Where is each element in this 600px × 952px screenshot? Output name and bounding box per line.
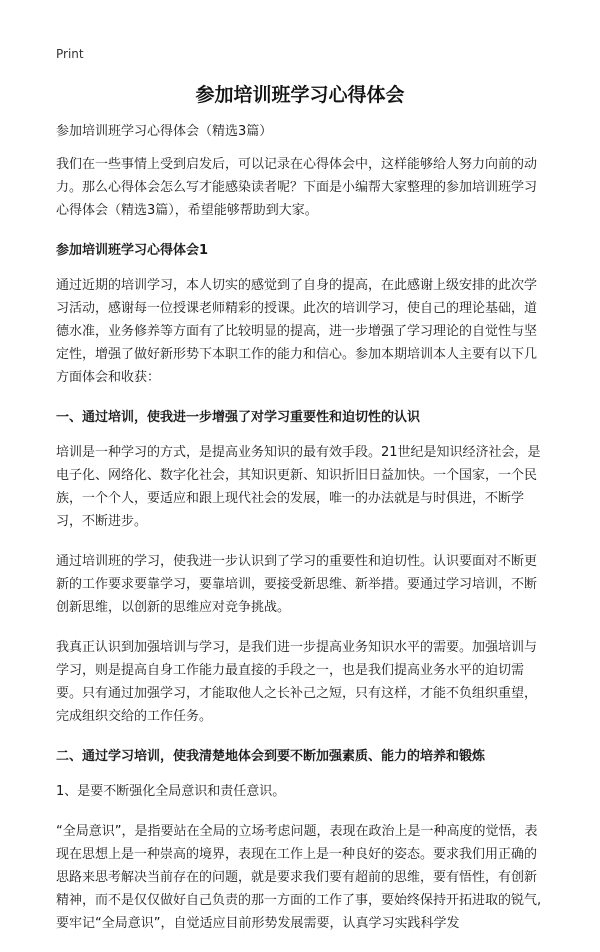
article-body <box>56 120 544 952</box>
point-paragraph: “全局意识”，是指要站在全局的立场考虑问题，表现在政治上是一种高度的觉悟，表现在思想上是一种崇高的境界，表现在工作上是一种良好的姿态。要求我们用正确的思路来思考解决当前存在的问题，就是要求我们要有超前的思维，要有悟性，有创新精神，而不是仅仅做好自己负责的那一方面的工作了事，要始终保持开拓进取的锐气,要牢记“全局意识”，自觉适应目前形势发展需要，认真学习实践科学发 <box>56 824 542 931</box>
point-paragraph: 通过培训班的学习，使我进一步认识到了学习的重要性和迫切性。认识要面对不断更新的工作要求要靠学习，要靠培训，要接受新思维、新举措。要通过学习培训，不断创新思维，以创新的思维应对竞争挑战。 <box>56 554 538 615</box>
section-heading: 参加培训班学习心得体会1 <box>56 243 209 258</box>
point-paragraph: 我真正认识到加强培训与学习，是我们进一步提高业务知识水平的需要。加强培训与学习，则是提高自身工作能力最直接的手段之一，也是我们提高业务水平的迫切需要。只有通过加强学习，才能取他人之长补己之短，只有这样，才能不负组织重望，完成组织交给的工作任务。 <box>56 640 538 724</box>
print-link[interactable]: Print <box>56 47 84 61</box>
section-paragraph: 通过近期的培训学习，本人切实的感觉到了自身的提高，在此感谢上级安排的此次学习活动，感谢每一位授课老师精彩的授课。此次的培训学习，使自己的理论基础，道德水准，业务修养等方面有了比较明显的提高，进一步增强了学习理论的自觉性与坚定性，增强了做好新形势下本职工作的能力和信心。参加本期培训本人主要有以下几方面体会和收获： <box>56 278 538 385</box>
list-item: 1、是要不断强化全局意识和责任意识。 <box>56 784 286 799</box>
point-paragraph: 培训是一种学习的方式，是提高业务知识的最有效手段。21世纪是知识经济社会，是电子化、网络化、数字化社会，其知识更新、知识折旧日益加快。一个国家，一个民族，一个个人，要适应和跟上现代社会的发展，唯一的办法就是与时俱进，不断学习，不断进步。 <box>56 445 541 529</box>
article-subtitle: 参加培训班学习心得体会（精选3篇） <box>56 124 273 139</box>
point-heading: 二、通过学习培训，使我清楚地体会到要不断加强素质、能力的培养和锻炼 <box>56 749 486 764</box>
intro-paragraph: 我们在一些事情上受到启发后，可以记录在心得体会中，这样能够给人努力向前的动力。那么心得体会怎么写才能感染读者呢？下面是小编帮大家整理的参加培训班学习心得体会（精选3篇），希望能够帮助到大家。 <box>56 157 538 218</box>
page-title: 参加培训班学习心得体会 <box>195 84 405 106</box>
point-heading: 一、通过培训，使我进一步增强了对学习重要性和迫切性的认识 <box>56 410 421 425</box>
